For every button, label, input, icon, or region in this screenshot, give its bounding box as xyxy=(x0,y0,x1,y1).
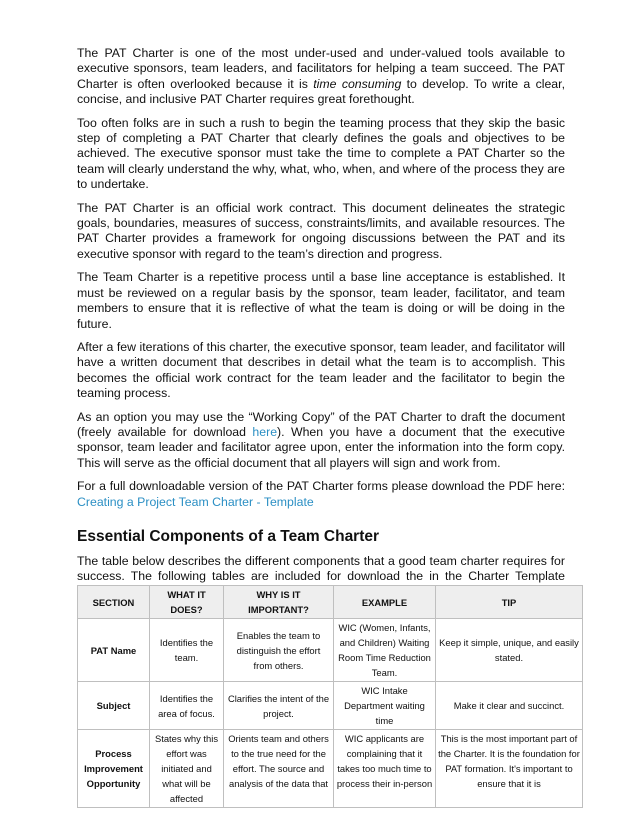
emphasis-text: time consuming xyxy=(313,76,402,91)
table-cell: Identifies the area of focus. xyxy=(150,682,224,730)
download-here-link[interactable]: here xyxy=(252,424,278,439)
section-intro: The table below describes the different components that a good team charter requires for success. The following tables are included for download the in the Charter Template xyxy=(77,553,565,584)
paragraph-intro xyxy=(77,46,565,108)
table-cell: Clarifies the intent of the project. xyxy=(224,682,334,730)
column-header-why: WHY IS IT IMPORTANT? xyxy=(224,586,334,619)
paragraph-repetitive: The Team Charter is a repetitive process until a base line acceptance is established. It must be reviewed on a regular basis by the sponsor, team leader, facilitator, and team members to ensure that it is reflective of what the team is doing or will be doing in the future. xyxy=(77,270,565,331)
table-cell: Subject xyxy=(78,682,150,730)
table-cell: Keep it simple, unique, and easily stated. xyxy=(436,619,583,682)
text: The PAT Charter is one of the most under-used and under-valued tools available to executive sponsors, team leaders, and facilitators for helping a team succeed. The PAT Charter is often overlooked because it is xyxy=(77,46,565,91)
table-row xyxy=(78,619,583,682)
table-header-row xyxy=(78,586,583,619)
column-header-section: SECTION xyxy=(78,586,150,619)
section-heading: Essential Components of a Team Charter xyxy=(77,527,380,545)
text: to develop. To write a clear, concise, and inclusive PAT Charter requires great forethought. xyxy=(77,76,565,107)
column-header-tip: TIP xyxy=(436,586,583,619)
document-body xyxy=(77,46,565,608)
table-cell: Make it clear and succinct. xyxy=(436,682,583,730)
table-cell: WIC applicants are complaining that it takes too much time to process their in-person xyxy=(334,730,436,808)
text: ). When you have a document that the executive sponsor, team leader and facilitator agree upon, enter the information into the form copy. This will serve as the official document that all players will sign and work from. xyxy=(77,424,565,470)
column-header-what: WHAT IT DOES? xyxy=(150,586,224,619)
table-cell: Process Improvement Opportunity xyxy=(78,730,150,808)
paragraph-work-contract: The PAT Charter is an official work contract. This document delineates the strategic goals, boundaries, measures of success, constraints/limits, and available resources. The PAT Charter provides a framework for ongoing discussions between the PAT and its executive sponsor with regard to the team’s direction and progress. xyxy=(77,200,565,261)
table-cell: WIC Intake Department waiting time xyxy=(334,682,436,730)
table-cell: States why this effort was initiated and what will be affected xyxy=(150,730,224,808)
table-cell: WIC (Women, Infants, and Children) Waiting Room Time Reduction Team. xyxy=(334,619,436,682)
table-row xyxy=(78,682,583,730)
table-cell: This is the most important part of the Charter. It is the foundation for PAT formation. It's important to ensure that it is xyxy=(436,730,583,808)
paragraph-iterations: After a few iterations of this charter, the executive sponsor, team leader, and facilitator will have a written document that describes in detail what the team is to accomplish. This becomes the official work contract for the team leader and the facilitator to begin the teaming process. xyxy=(77,339,565,401)
table-cell: Orients team and others to the true need for the effort. The source and analysis of the data that xyxy=(224,730,334,808)
table-row xyxy=(78,730,583,808)
text: As an option you may use the “Working Copy” of the PAT Charter to draft the document (freely available for download xyxy=(77,409,565,439)
table-cell: Identifies the team. xyxy=(150,619,224,682)
text: For a full downloadable version of the PAT Charter forms please download the PDF here: xyxy=(77,479,565,494)
table-cell: Enables the team to distinguish the effort from others. xyxy=(224,619,334,682)
charter-components-table xyxy=(77,585,583,808)
column-header-example: EXAMPLE xyxy=(334,586,436,619)
paragraph-download-pdf xyxy=(77,479,565,510)
template-download-link[interactable]: Creating a Project Team Charter - Template xyxy=(77,494,314,509)
table-cell: PAT Name xyxy=(78,619,150,682)
paragraph-rush: Too often folks are in such a rush to begin the teaming process that they skip the basic step of completing a PAT Charter that clearly defines the goals and objectives to be achieved. The executive sponsor must take the time to complete a PAT Charter so the team will clearly understand the why, what, who, when, and where of the process they are to undertake. xyxy=(77,115,565,192)
paragraph-working-copy xyxy=(77,410,565,472)
